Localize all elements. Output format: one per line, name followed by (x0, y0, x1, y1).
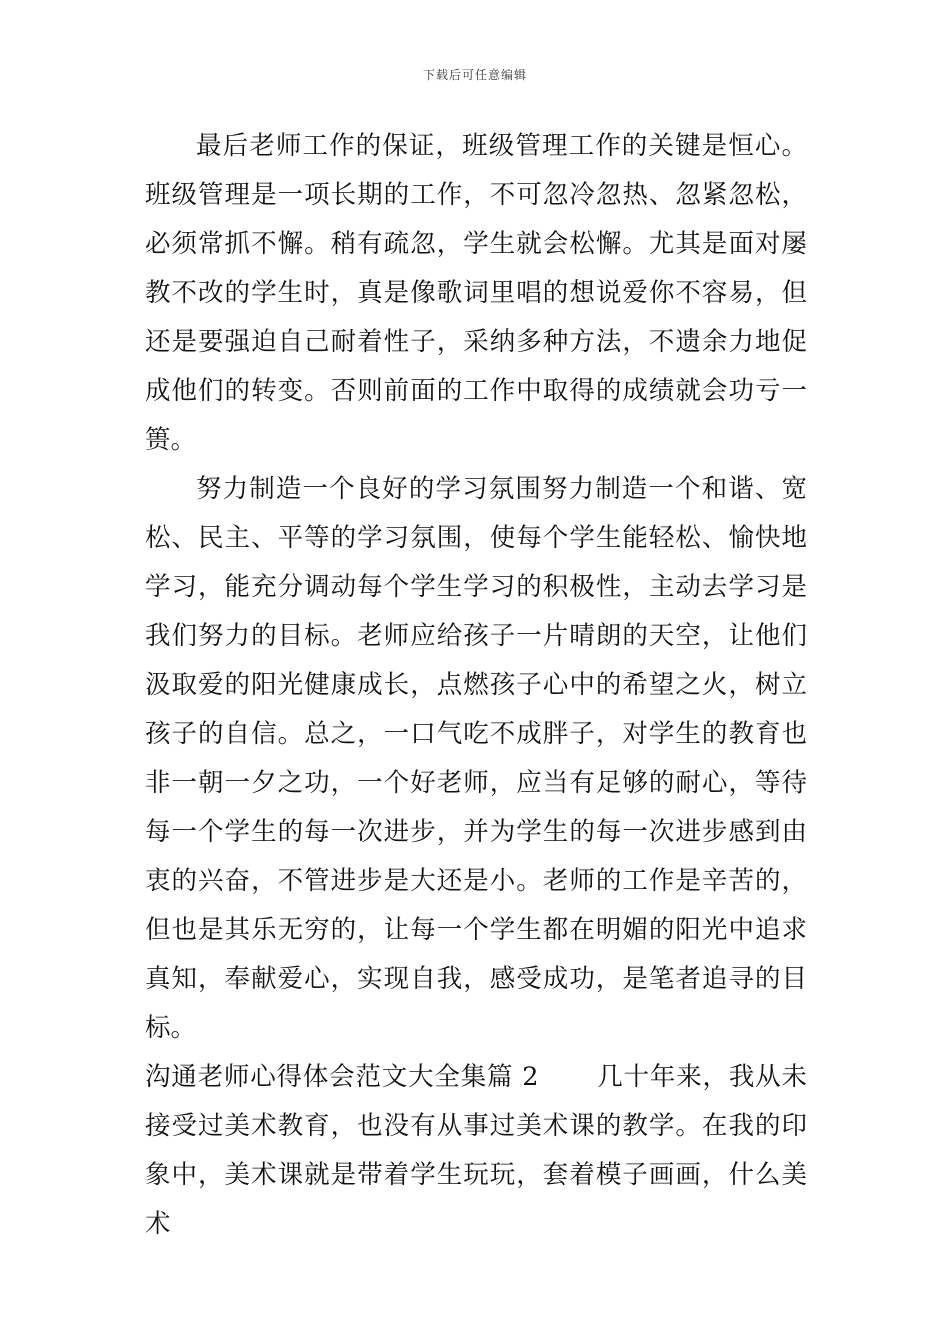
header-note: 下载后可任意编辑 (422, 68, 527, 82)
paragraph-1: 最后老师工作的保证，班级管理工作的关键是恒心。班级管理是一项长期的工作，不可忽冷忽热、忽紧忽松，必须常抓不懈。稍有疏忽，学生就会松懈。尤其是面对屡教不改的学生时，真是像歌词里唱的想说爱你不容易，但还是要强迫自己耐着性子，采纳多种方法，不遗余力地促成他们的转变。否则前面的工作中取得的成绩就会功亏一篑。 (145, 131, 807, 455)
section-text: 几十年来，我从未接受过美术教育，也没有从事过美术课的教学。在我的印象中，美术课就是带着学生玩玩，套着模子画画，什么美术 (145, 1062, 807, 1239)
section-paragraph (145, 1053, 807, 1249)
document-body (145, 122, 807, 1249)
section-title: 沟通老师心得体会范文大全集篇 2 (145, 1062, 539, 1092)
paragraph-2: 努力制造一个良好的学习氛围努力制造一个和谐、宽松、民主、平等的学习氛围，使每个学生能轻松、愉快地学习，能充分调动每个学生学习的积极性，主动去学习是我们努力的目标。老师应给孩子一片晴朗的天空，让他们汲取爱的阳光健康成长，点燃孩子心中的希望之火，树立孩子的自信。总之，一口气吃不成胖子，对学生的教育也非一朝一夕之功，一个好老师，应当有足够的耐心，等待每一个学生的每一次进步，并为学生的每一次进步感到由衷的兴奋，不管进步是大还是小。老师的工作是辛苦的，但也是其乐无穷的，让每一个学生都在明媚的阳光中追求真知，奉献爱心，实现自我，感受成功，是笔者追寻的目标。 (145, 474, 807, 1043)
